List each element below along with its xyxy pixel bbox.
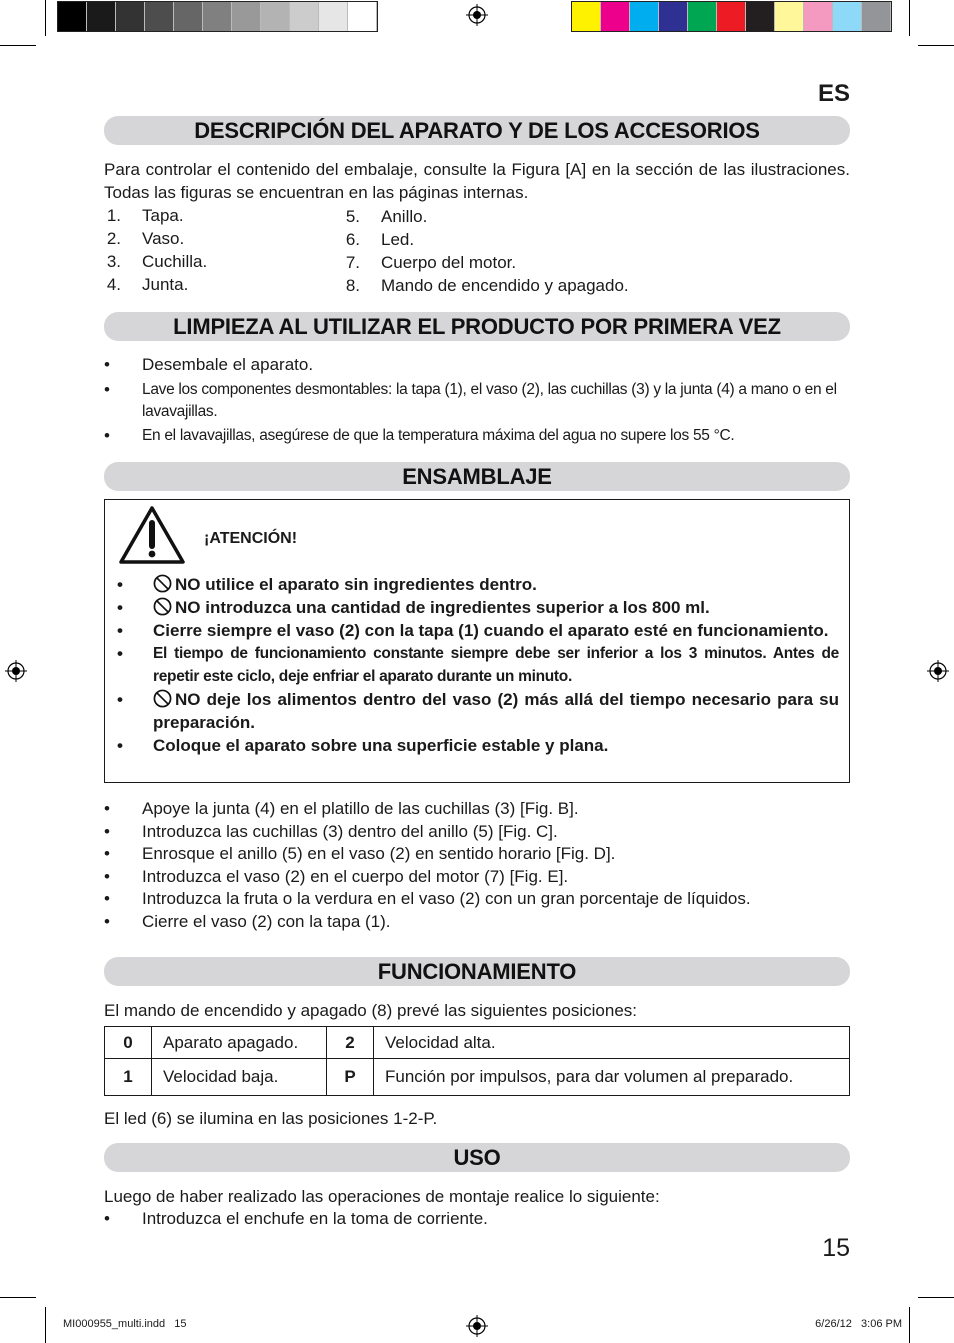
list-item <box>104 425 850 448</box>
list-item <box>104 250 207 273</box>
position-desc: Aparato apagado. <box>152 1027 327 1059</box>
color-swatch <box>630 2 659 31</box>
parts-list-left <box>104 204 207 296</box>
gray-color-bar <box>57 1 378 32</box>
list-item <box>117 734 839 757</box>
bullet: • <box>104 355 110 374</box>
crop-mark <box>45 1307 46 1343</box>
list-item <box>104 843 850 866</box>
uso-list <box>104 1208 850 1231</box>
item-text: Led. <box>381 230 415 249</box>
color-swatch <box>348 2 377 31</box>
limpieza-list <box>104 354 850 447</box>
bullet: • <box>117 644 123 663</box>
registration-mark-icon <box>5 660 27 682</box>
list-item <box>343 228 629 251</box>
item-number: 3. <box>106 252 121 271</box>
color-swatch <box>601 2 630 31</box>
prohibited-icon <box>153 597 172 616</box>
item-text: Anillo. <box>381 207 428 226</box>
color-swatch <box>862 2 891 31</box>
list-item <box>104 227 207 250</box>
positions-table <box>104 1026 850 1096</box>
list-item <box>117 573 839 596</box>
bullet: • <box>117 736 123 755</box>
item-text: Cuerpo del motor. <box>381 253 517 272</box>
item-text: Junta. <box>142 275 189 294</box>
color-swatch <box>58 2 87 31</box>
table-row <box>105 1027 850 1059</box>
parts-list-right <box>343 205 629 297</box>
color-swatch <box>717 2 746 31</box>
color-swatch <box>572 2 601 31</box>
list-item <box>117 596 839 619</box>
item-text: Introduzca las cuchillas (3) dentro del anillo (5) [Fig. C]. <box>142 821 558 841</box>
position-key: 0 <box>105 1027 152 1059</box>
registration-mark-icon <box>927 660 949 682</box>
list-item <box>104 888 850 911</box>
item-text: Enrosque el anillo (5) en el vaso (2) en sentido horario [Fig. D]. <box>142 844 616 863</box>
position-key: 2 <box>327 1027 374 1059</box>
registration-mark-icon <box>466 4 488 26</box>
color-swatch <box>804 2 833 31</box>
crop-mark <box>0 45 36 46</box>
bullet: • <box>104 425 110 445</box>
color-swatch <box>659 2 688 31</box>
list-item <box>343 205 629 228</box>
list-item <box>117 619 839 642</box>
item-text: Desembale el aparato. <box>142 355 314 374</box>
bullet: • <box>104 821 110 841</box>
section-title-uso: USO <box>104 1143 850 1172</box>
warning-list <box>117 573 839 757</box>
list-item <box>104 354 850 377</box>
prohibited-icon <box>153 574 172 593</box>
item-text: Cuchilla. <box>142 252 208 271</box>
bullet: • <box>104 911 110 931</box>
table-row <box>105 1059 850 1096</box>
crop-mark <box>45 0 46 36</box>
color-swatch <box>174 2 203 31</box>
color-swatch <box>116 2 145 31</box>
item-number: 4. <box>106 275 121 294</box>
list-item <box>104 821 850 844</box>
crop-mark <box>918 45 954 46</box>
bullet: • <box>104 866 110 886</box>
item-text: Vaso. <box>142 229 185 248</box>
prohibited-icon <box>153 689 172 708</box>
item-text: Coloque el aparato sobre una superficie estable y plana. <box>153 736 609 755</box>
bullet: • <box>104 1209 110 1228</box>
bullet: • <box>104 844 110 863</box>
color-swatch <box>746 2 775 31</box>
list-item <box>104 798 850 821</box>
item-text: NO deje los alimentos dentro del vaso (2) más allá del tiempo necesario para su preparación. <box>153 690 839 732</box>
color-swatch <box>203 2 232 31</box>
color-swatch <box>688 2 717 31</box>
item-number: 5. <box>345 207 360 226</box>
section-title-funcionamiento: FUNCIONAMIENTO <box>104 957 850 986</box>
registration-mark-icon <box>466 1315 488 1337</box>
item-text: En el lavavajillas, asegúrese de que la temperatura máxima del agua no supere los 55 °C. <box>142 426 735 444</box>
uso-intro: Luego de haber realizado las operaciones de montaje realice lo siguiente: <box>104 1187 660 1206</box>
list-item <box>104 379 850 424</box>
footer-datetime: 6/26/12 3:06 PM <box>815 1318 902 1330</box>
section-title-limpieza: LIMPIEZA AL UTILIZAR EL PRODUCTO POR PRIMERA VEZ <box>104 312 850 341</box>
color-swatch <box>261 2 290 31</box>
warning-title: ¡ATENCIÓN! <box>204 530 298 547</box>
item-number: 7. <box>345 253 360 272</box>
item-text: Mando de encendido y apagado. <box>381 276 629 295</box>
bullet: • <box>104 799 110 818</box>
color-bar <box>571 1 892 32</box>
color-swatch <box>319 2 348 31</box>
list-item <box>104 866 850 889</box>
warning-triangle-icon <box>118 505 186 565</box>
ensamblaje-steps <box>104 798 850 933</box>
position-key: P <box>327 1059 374 1096</box>
section-title-descripcion: DESCRIPCIÓN DEL APARATO Y DE LOS ACCESORIOS <box>104 116 850 145</box>
list-item <box>104 273 207 296</box>
footer-file <box>63 1318 187 1330</box>
list-item <box>117 688 839 734</box>
item-number: 6. <box>345 230 360 249</box>
item-number: 8. <box>345 276 360 295</box>
item-text: Introduzca el vaso (2) en el cuerpo del motor (7) [Fig. E]. <box>142 866 569 886</box>
item-number: 2. <box>106 229 121 248</box>
item-text: Tapa. <box>142 206 184 225</box>
color-swatch <box>290 2 319 31</box>
bullet: • <box>117 575 123 594</box>
position-desc: Velocidad baja. <box>152 1059 327 1096</box>
bullet: • <box>104 379 110 399</box>
page-number: 15 <box>822 1234 850 1262</box>
led-note: El led (6) se ilumina en las posiciones 1-2-P. <box>104 1109 438 1128</box>
item-text: Cierre siempre el vaso (2) con la tapa (1) cuando el aparato esté en funcionamiento. <box>153 621 829 640</box>
item-text: Introduzca el enchufe en la toma de corriente. <box>142 1209 488 1228</box>
position-desc: Velocidad alta. <box>374 1027 850 1059</box>
crop-mark <box>909 0 910 36</box>
item-text: Introduzca la fruta o la verdura en el vaso (2) con un gran porcentaje de líquidos. <box>142 889 751 908</box>
bullet: • <box>117 598 123 617</box>
language-code: ES <box>817 80 850 107</box>
crop-mark <box>918 1297 954 1298</box>
list-item <box>104 911 850 934</box>
funcionamiento-intro: El mando de encendido y apagado (8) prevé las siguientes posiciones: <box>104 1001 638 1020</box>
bullet: • <box>117 621 123 640</box>
warning-box <box>104 499 850 783</box>
descripcion-intro: Para controlar el contenido del embalaje, consulte la Figura [A] en la sección de las ilustraciones. Todas las figuras se encuentran en las páginas internas. <box>104 160 850 202</box>
color-swatch <box>833 2 862 31</box>
bullet: • <box>117 690 123 709</box>
color-swatch <box>87 2 116 31</box>
item-text: Apoye la junta (4) en el platillo de las cuchillas (3) [Fig. B]. <box>142 799 579 818</box>
item-text: Cierre el vaso (2) con la tapa (1). <box>142 911 391 931</box>
bullet: • <box>104 889 110 908</box>
color-swatch <box>232 2 261 31</box>
list-item <box>104 1208 850 1231</box>
item-number: 1. <box>106 206 121 225</box>
item-text: Lave los componentes desmontables: la tapa (1), el vaso (2), las cuchillas (3) y la junta (4) a mano o en el lavavajillas. <box>142 380 837 420</box>
item-text: El tiempo de funcionamiento constante siempre debe ser inferior a los 3 minutos. Antes de repetir este ciclo, deje enfriar el aparato durante un minuto. <box>153 645 839 685</box>
position-desc: Función por impulsos, para dar volumen al preparado. <box>374 1059 850 1096</box>
footer-filepage: 15 <box>174 1318 187 1330</box>
footer-filename: MI000955_multi.indd <box>63 1318 166 1330</box>
item-text: NO utilice el aparato sin ingredientes dentro. <box>175 575 537 594</box>
color-swatch <box>145 2 174 31</box>
section-title-ensamblaje: ENSAMBLAJE <box>104 462 850 491</box>
list-item <box>343 274 629 297</box>
position-key: 1 <box>105 1059 152 1096</box>
crop-mark <box>909 1307 910 1343</box>
color-swatch <box>775 2 804 31</box>
item-text: NO introduzca una cantidad de ingredientes superior a los 800 ml. <box>175 598 710 617</box>
crop-mark <box>0 1297 36 1298</box>
list-item <box>343 251 629 274</box>
list-item <box>117 642 839 688</box>
list-item <box>104 204 207 227</box>
